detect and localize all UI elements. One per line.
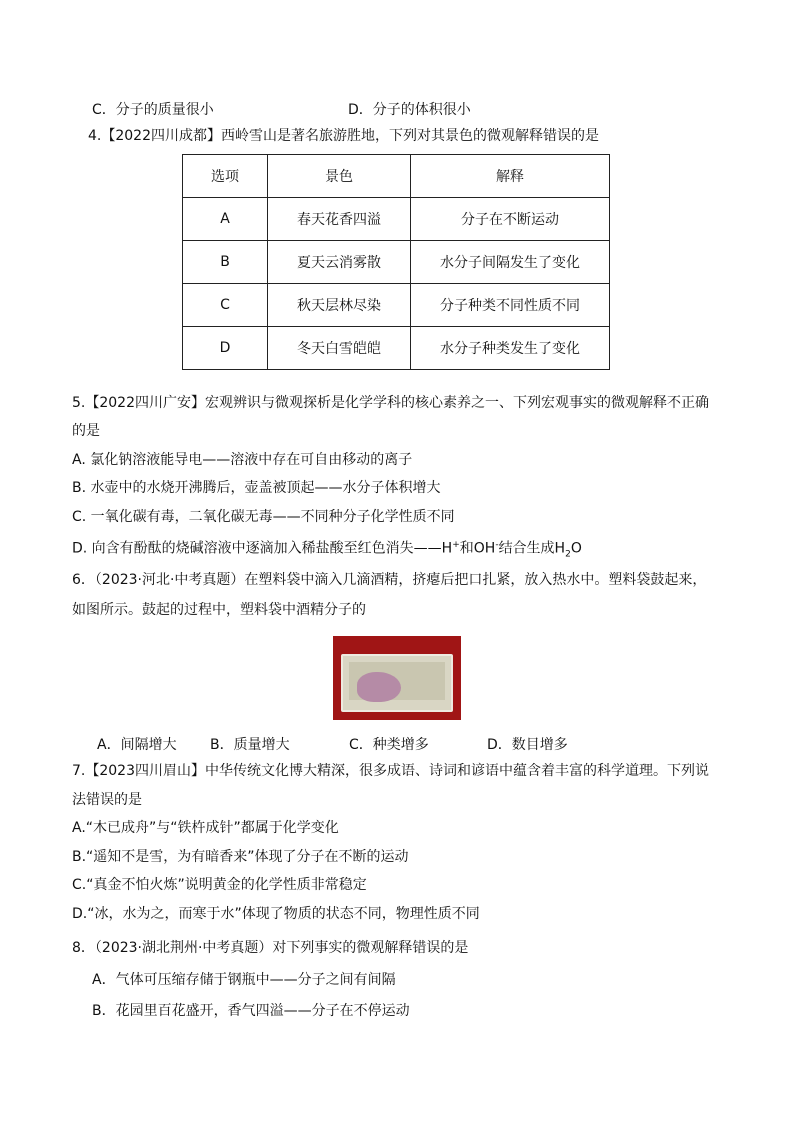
plastic-bag-tray-photo <box>333 636 461 720</box>
q6-stem-line1: 6．（2023·河北·中考真题）在塑料袋中滴入几滴酒精，挤瘪后把口扎紧，放入热水中。塑料袋鼓起来， <box>72 572 707 588</box>
q5-option-d <box>72 535 582 564</box>
table-header-cell: 解释 <box>411 155 610 198</box>
q8-option-b: B．花园里百花盛开，香气四溢——分子在不停运动 <box>92 1003 410 1019</box>
q5-option-d-text: D. 向含有酚酞的烧碱溶液中逐滴加入稀盐酸至红色消失——H <box>72 540 453 557</box>
q6-stem-line2: 如图所示。鼓起的过程中，塑料袋中酒精分子的 <box>72 602 366 618</box>
oh-minus-superscript: - <box>495 540 499 550</box>
table-header-row <box>183 155 610 198</box>
q8-stem: 8．（2023·湖北荆州·中考真题）对下列事实的微观解释错误的是 <box>72 940 469 956</box>
tray-inner-shape <box>349 662 445 700</box>
h-plus-superscript: + <box>452 540 460 550</box>
q7-stem-line1: 7.【2023四川眉山】中华传统文化博大精深，很多成语、诗词和谚语中蕴含着丰富的科学道理。下列说 <box>72 763 709 779</box>
table-cell: 分子在不断运动 <box>411 198 610 241</box>
q6-option-a: A．间隔增大 <box>97 737 177 753</box>
table-row <box>183 198 610 241</box>
q7-option-b: B.“遥知不是雪，为有暗香来”体现了分子在不断的运动 <box>72 849 409 865</box>
q3-option-d: D．分子的体积很小 <box>348 102 471 118</box>
q5-option-b: B. 水壶中的水烧开沸腾后，壶盖被顶起——水分子体积增大 <box>72 480 441 496</box>
q6-option-c: C．种类增多 <box>349 737 429 753</box>
table-cell: 分子种类不同性质不同 <box>411 284 610 327</box>
q6-option-b: B．质量增大 <box>210 737 290 753</box>
q7-stem-line2: 法错误的是 <box>72 792 142 808</box>
table-cell: 水分子种类发生了变化 <box>411 327 610 370</box>
table-cell: 秋天层林尽染 <box>268 284 411 327</box>
q5-option-d-text: 结合生成H <box>498 540 566 557</box>
h2-subscript: 2 <box>565 549 571 560</box>
table-header-cell: 景色 <box>268 155 411 198</box>
q5-stem-line2: 的是 <box>72 423 100 439</box>
q7-option-d: D.“冰，水为之，而寒于水”体现了物质的状态不同，物理性质不同 <box>72 906 480 922</box>
table-cell: B <box>183 241 268 284</box>
q8-option-a: A．气体可压缩存储于钢瓶中——分子之间有间隔 <box>92 972 396 988</box>
table-cell: 冬天白雪皑皑 <box>268 327 411 370</box>
q5-stem-line1: 5.【2022四川广安】宏观辨识与微观探析是化学学科的核心素养之一、下列宏观事实的微观解释不正确 <box>72 395 709 411</box>
q5-option-d-text: 和OH <box>459 540 496 557</box>
table-cell: C <box>183 284 268 327</box>
table-row <box>183 284 610 327</box>
tray-shape <box>341 654 453 712</box>
q5-option-c: C. 一氧化碳有毒，二氧化碳无毒——不同种分子化学性质不同 <box>72 509 455 525</box>
q7-option-a: A.“木已成舟”与“铁杵成针”都属于化学变化 <box>72 820 339 836</box>
table-header-cell: 选项 <box>183 155 268 198</box>
table-cell: D <box>183 327 268 370</box>
q5-option-d-text: O <box>570 540 582 557</box>
q6-option-d: D．数目增多 <box>487 737 568 753</box>
q7-option-c: C.“真金不怕火炼”说明黄金的化学性质非常稳定 <box>72 877 367 893</box>
table-row <box>183 241 610 284</box>
table-cell: 夏天云消雾散 <box>268 241 411 284</box>
plastic-bag-shape <box>357 672 401 702</box>
q5-option-a: A. 氯化钠溶液能导电——溶液中存在可自由移动的离子 <box>72 452 413 468</box>
q4-stem: 4.【2022四川成都】西岭雪山是著名旅游胜地，下列对其景色的微观解释错误的是 <box>88 128 599 144</box>
table-row <box>183 327 610 370</box>
table-cell: A <box>183 198 268 241</box>
q3-option-c: C．分子的质量很小 <box>92 102 214 118</box>
table-cell: 春天花香四溢 <box>268 198 411 241</box>
q4-table <box>182 154 610 370</box>
table-cell: 水分子间隔发生了变化 <box>411 241 610 284</box>
